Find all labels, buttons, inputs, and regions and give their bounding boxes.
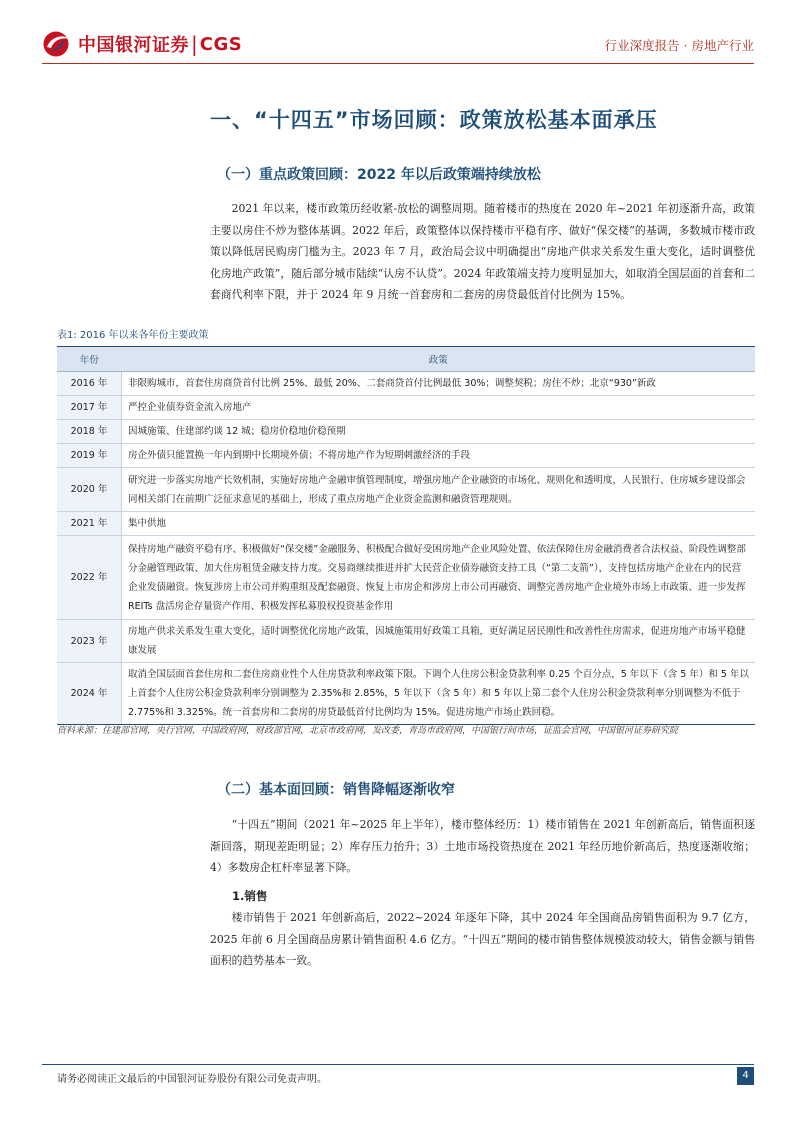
table-row — [57, 468, 755, 512]
policy-table — [57, 346, 755, 725]
sales-subheading: 1.销售 — [232, 889, 268, 903]
policy-cell: 集中供地 — [122, 512, 756, 536]
footer-divider — [42, 1064, 754, 1065]
table-row — [57, 444, 755, 468]
policy-cell: 取消全国层面首套住房和二套住房商业性个人住房贷款利率政策下限。下调个人住房公积金贷款利率 0.25 个百分点，5 年以下（含 5 年）和 5 年以上首套个人住房公积金贷款利率分别调整为 2.35%和 2.85%，5 年以下（含 5 年）和 5 年以上第二套个人住房公积金贷款利率分别调整为不低于 2.775%和 3.325%。统一首套房和二套房的房贷最低首付比例均为 15%。促进房地产市场止跌回稳。 — [122, 663, 756, 725]
policy-cell: 房地产供求关系发生重大变化，适时调整优化房地产政策，因城施策用好政策工具箱，更好满足居民刚性和改善性住房需求，促进房地产市场平稳健康发展 — [122, 620, 756, 663]
header-divider — [42, 63, 754, 64]
table-row — [57, 396, 755, 420]
policy-cell: 保持房地产融资平稳有序、积极做好“保交楼”金融服务、积极配合做好受困房地产企业风险处置、依法保障住房金融消费者合法权益、阶段性调整部分金融管理政策、加大住房租赁金融支持力度。交易商继续推进并扩大民营企业债券融资支持工具（“第二支箭”），支持包括房地产企业在内的民营企业发债融资。恢复涉房上市公司并购重组及配套融资、恢复上市房企和涉房上市公司再融资、调整完善房地产企业境外市场上市政策、进一步发挥 REITs 盘活房企存量资产作用、积极发挥私募股权投资基金作用 — [122, 536, 756, 620]
brand-logo — [42, 30, 242, 58]
logo-name: 中国银河证券 — [78, 35, 189, 56]
sales-paragraph: 楼市销售于 2021 年创新高后，2022~2024 年逐年下降，其中 2024 年全国商品房销售面积为 9.7 亿方，2025 年前 6 月全国商品房累计销售面积 4.6 亿方。“十四五”期间的楼市销售整体规模波动较大，销售金额与销售面积的趋势基本一致。 — [210, 911, 755, 967]
section2-paragraph: “十四五”期间（2021 年~2025 年上半年），楼市整体经历：1）楼市销售在 2021 年创新高后，销售面积逐渐回落，期现差距明显；2）库存压力抬升；3）土地市场投资热度在 2021 年经历地价新高后，热度逐渐收缩；4）多数房企杠杆率显著下降。 — [210, 818, 755, 874]
year-cell: 2021 年 — [57, 512, 122, 536]
policy-cell: 研究进一步落实房地产长效机制，实施好房地产金融审慎管理制度，增强房地产企业融资的市场化、规则化和透明度，人民银行、住房城乡建设部会同相关部门在前期广泛征求意见的基础上，形成了重点房地产企业资金监测和融资管理规则。 — [122, 468, 756, 512]
table-row — [57, 420, 755, 444]
logo-separator: | — [191, 32, 198, 56]
year-cell: 2018 年 — [57, 420, 122, 444]
year-cell: 2016 年 — [57, 372, 122, 396]
page-header — [42, 30, 754, 60]
year-cell: 2023 年 — [57, 620, 122, 663]
table-caption: 表1: 2016 年以来各年份主要政策 — [57, 330, 209, 341]
table-source: 资料来源：住建部官网，央行官网，中国政府网，财政部官网，北京市政府网，发改委，青岛市政府网，中国银行间市场，证监会官网，中国银河证券研究院 — [57, 726, 679, 736]
page-title: 一、“十四五”市场回顾：政策放松基本面承压 — [210, 108, 658, 132]
policy-cell: 房企外债只能置换一年内到期中长期境外债；不将房地产作为短期刺激经济的手段 — [122, 444, 756, 468]
year-cell: 2017 年 — [57, 396, 122, 420]
year-cell: 2020 年 — [57, 468, 122, 512]
section1-heading: （一）重点政策回顾：2022 年以后政策端持续放松 — [217, 167, 541, 183]
table-row — [57, 663, 755, 725]
policy-cell: 非限购城市，首套住房商贷首付比例 25%、最低 20%、二套商贷首付比例最低 30%；调整契税；房住不炒；北京“930”新政 — [122, 372, 756, 396]
table-row — [57, 512, 755, 536]
year-cell: 2019 年 — [57, 444, 122, 468]
logo-abbr: CGS — [199, 33, 243, 55]
table-row — [57, 536, 755, 620]
section2-heading: （二）基本面回顾：销售降幅逐渐收窄 — [217, 782, 455, 798]
policy-cell: 严控企业债券资金流入房地产 — [122, 396, 756, 420]
page-number: 4 — [737, 1067, 754, 1085]
table-row — [57, 620, 755, 663]
table-row — [57, 372, 755, 396]
table-header-row — [57, 347, 755, 372]
year-cell: 2022 年 — [57, 536, 122, 620]
col-header-year: 年份 — [57, 347, 122, 372]
col-header-policy: 政策 — [122, 347, 756, 372]
galaxy-logo-icon — [42, 30, 72, 58]
footer-disclaimer: 请务必阅读正文最后的中国银河证券股份有限公司免责声明。 — [57, 1074, 327, 1085]
report-type: 行业深度报告 · 房地产行业 — [604, 38, 754, 53]
policy-cell: 因城施策、住建部约谈 12 城；稳房价稳地价稳预期 — [122, 420, 756, 444]
section1-paragraph: 2021 年以来，楼市政策历经收紧-放松的调整周期。随着楼市的热度在 2020 年~2021 年初逐渐升高，政策主要以房住不炒为整体基调。2022 年后，政策整体以保持楼市平稳有序、做好“保交楼”的基调，多数城市楼市政策以降低居民购房门槛为主。2023 年 7 月，政治局会议中明确提出“房地产供求关系发生重大变化，适时调整优化房地产政策”，随后部分城市陆续“认房不认贷”。2024 年政策端支持力度明显加大，如取消全国层面的首套和二套商代利率下限，并于 2024 年 9 月统一首套房和二套房的房贷最低首付比例为 15%。 — [210, 202, 755, 301]
year-cell: 2024 年 — [57, 663, 122, 725]
